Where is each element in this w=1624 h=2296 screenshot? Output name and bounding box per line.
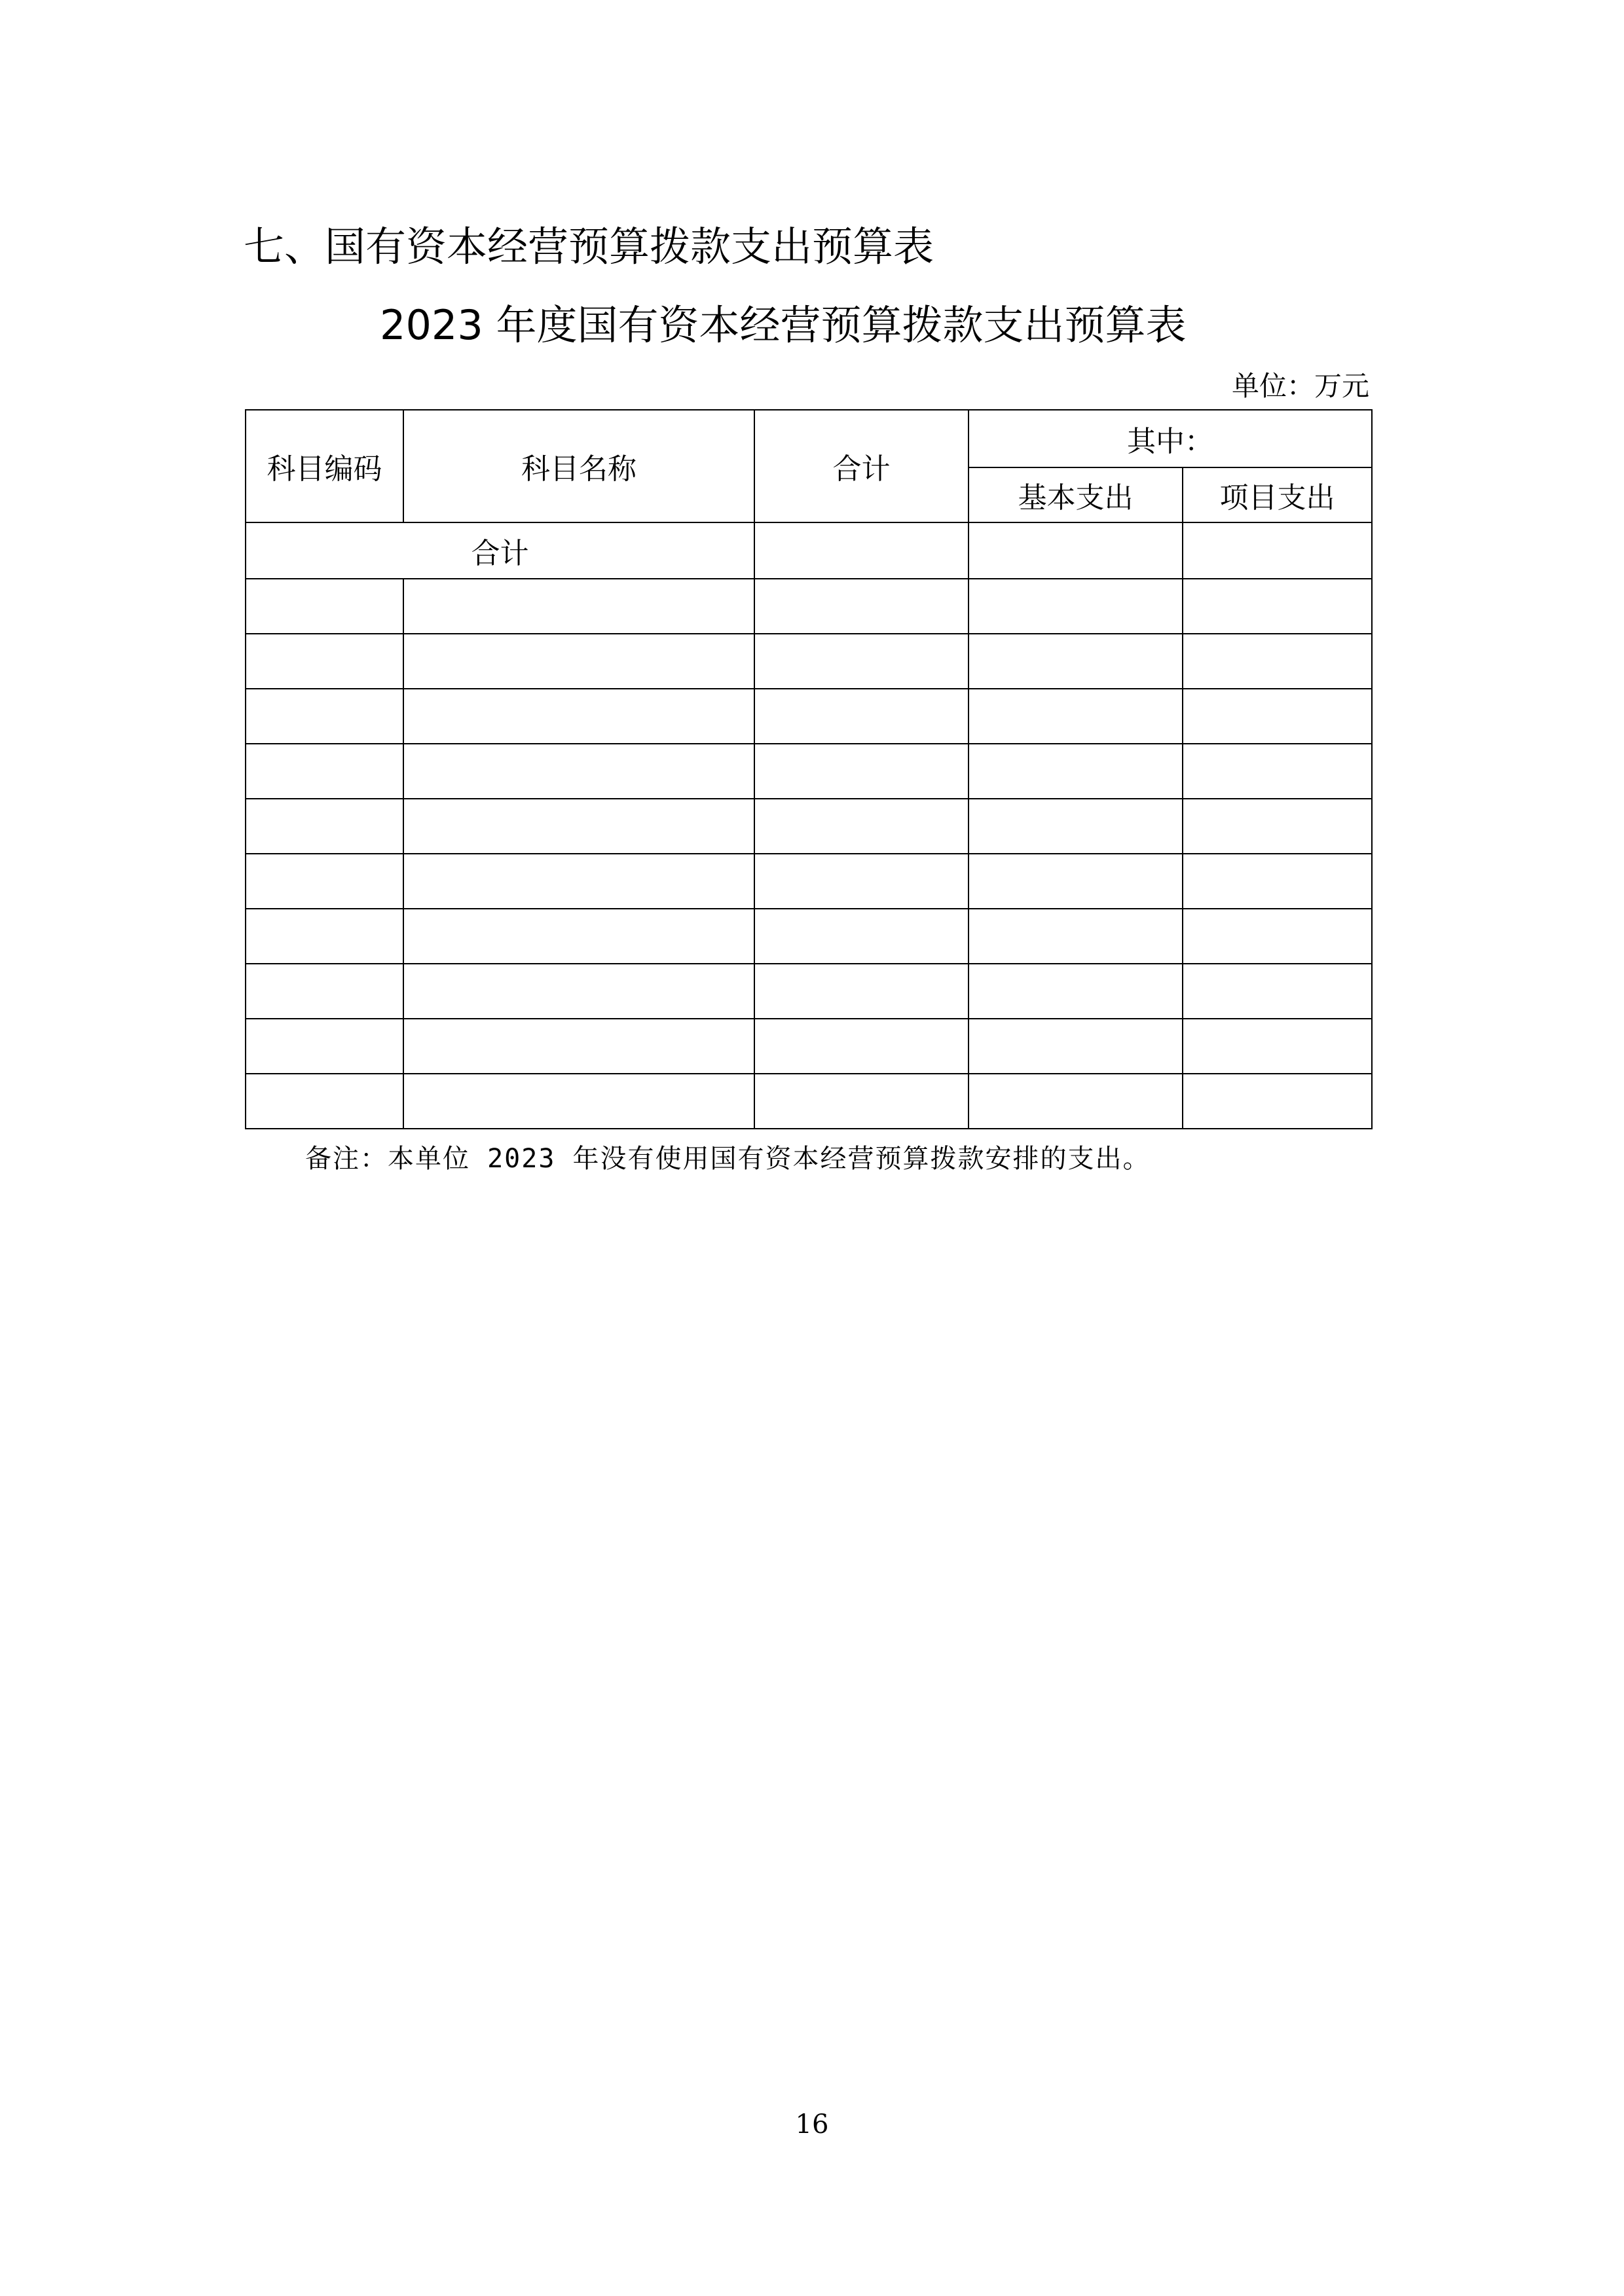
cell-code bbox=[246, 634, 403, 689]
cell-name bbox=[403, 1074, 754, 1129]
cell-name bbox=[403, 1019, 754, 1074]
table-row bbox=[246, 689, 1372, 744]
cell-total bbox=[754, 854, 969, 909]
page-number: 16 bbox=[795, 2109, 829, 2140]
table-header-row bbox=[246, 410, 1372, 467]
header-code: 科目编码 bbox=[246, 410, 403, 522]
cell-code bbox=[246, 579, 403, 634]
cell-project bbox=[1183, 1019, 1372, 1074]
cell-name bbox=[403, 689, 754, 744]
header-total: 合计 bbox=[754, 410, 969, 522]
cell-basic bbox=[969, 964, 1183, 1019]
total-row-total bbox=[754, 522, 969, 579]
cell-total bbox=[754, 1019, 969, 1074]
cell-total bbox=[754, 634, 969, 689]
cell-basic bbox=[969, 579, 1183, 634]
cell-code bbox=[246, 1019, 403, 1074]
table-row bbox=[246, 579, 1372, 634]
table-row bbox=[246, 964, 1372, 1019]
cell-name bbox=[403, 799, 754, 854]
cell-project bbox=[1183, 744, 1372, 799]
header-of-which: 其中： bbox=[969, 410, 1372, 467]
cell-project bbox=[1183, 689, 1372, 744]
cell-name bbox=[403, 634, 754, 689]
table-row bbox=[246, 744, 1372, 799]
cell-project bbox=[1183, 909, 1372, 964]
cell-code bbox=[246, 1074, 403, 1129]
total-row-label: 合计 bbox=[246, 522, 754, 579]
table-row bbox=[246, 909, 1372, 964]
cell-basic bbox=[969, 689, 1183, 744]
cell-code bbox=[246, 909, 403, 964]
cell-project bbox=[1183, 634, 1372, 689]
cell-basic bbox=[969, 854, 1183, 909]
cell-basic bbox=[969, 1074, 1183, 1129]
cell-project bbox=[1183, 964, 1372, 1019]
cell-name bbox=[403, 854, 754, 909]
table-row bbox=[246, 634, 1372, 689]
cell-project bbox=[1183, 579, 1372, 634]
header-basic: 基本支出 bbox=[969, 467, 1183, 522]
cell-code bbox=[246, 964, 403, 1019]
cell-name bbox=[403, 909, 754, 964]
cell-total bbox=[754, 579, 969, 634]
cell-total bbox=[754, 799, 969, 854]
cell-total bbox=[754, 964, 969, 1019]
table-row bbox=[246, 799, 1372, 854]
cell-basic bbox=[969, 1019, 1183, 1074]
cell-name bbox=[403, 744, 754, 799]
cell-total bbox=[754, 1074, 969, 1129]
table-row bbox=[246, 854, 1372, 909]
cell-project bbox=[1183, 799, 1372, 854]
cell-basic bbox=[969, 744, 1183, 799]
cell-total bbox=[754, 689, 969, 744]
table-total-row bbox=[246, 522, 1372, 579]
unit-label: 单位：万元 bbox=[1231, 370, 1369, 402]
table-row bbox=[246, 1074, 1372, 1129]
table-title: 2023 年度国有资本经营预算拨款支出预算表 bbox=[380, 301, 1187, 349]
header-project: 项目支出 bbox=[1183, 467, 1372, 522]
cell-total bbox=[754, 909, 969, 964]
cell-code bbox=[246, 854, 403, 909]
total-row-project bbox=[1183, 522, 1372, 579]
cell-name bbox=[403, 579, 754, 634]
cell-basic bbox=[969, 634, 1183, 689]
cell-code bbox=[246, 744, 403, 799]
cell-name bbox=[403, 964, 754, 1019]
budget-table bbox=[245, 409, 1373, 1129]
cell-basic bbox=[969, 909, 1183, 964]
cell-basic bbox=[969, 799, 1183, 854]
cell-project bbox=[1183, 854, 1372, 909]
table-row bbox=[246, 1019, 1372, 1074]
cell-project bbox=[1183, 1074, 1372, 1129]
total-row-basic bbox=[969, 522, 1183, 579]
cell-code bbox=[246, 799, 403, 854]
cell-total bbox=[754, 744, 969, 799]
footnote: 备注：本单位 2023 年没有使用国有资本经营预算拨款安排的支出。 bbox=[305, 1144, 1151, 1174]
cell-code bbox=[246, 689, 403, 744]
section-heading: 七、国有资本经营预算拨款支出预算表 bbox=[244, 223, 934, 270]
header-name: 科目名称 bbox=[403, 410, 754, 522]
